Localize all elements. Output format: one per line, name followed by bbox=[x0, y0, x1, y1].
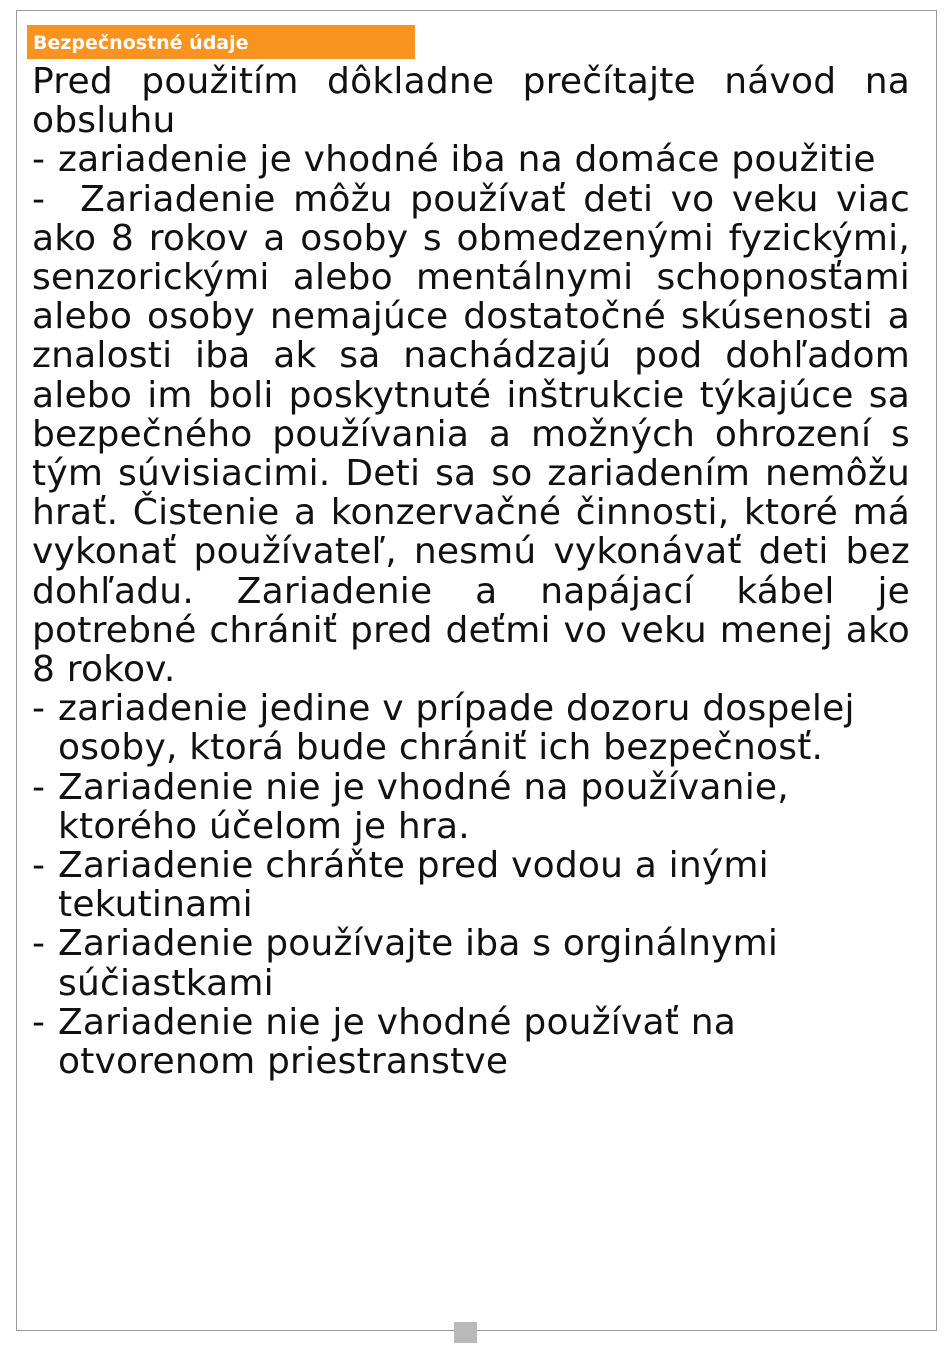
list-item-text: zariadenie jedine v prípade dozoru dospelej osoby, ktorá bude chrániť ich bezpečnosť. bbox=[58, 688, 855, 769]
list-item bbox=[32, 846, 910, 924]
children-paragraph bbox=[32, 180, 910, 690]
list-item bbox=[32, 1003, 910, 1081]
list-item-text: Zariadenie používajte iba s orginálnymi súčiastkami bbox=[58, 923, 779, 1004]
bullet-dash: - bbox=[32, 139, 46, 181]
list-item-text: zariadenie je vhodné iba na domáce použitie bbox=[58, 139, 876, 181]
paragraph-text: Zariadenie môžu používať deti vo veku viac ako 8 rokov a osoby s obmedzenými fyzickými, senzorickými alebo mentálnymi schopnosťami alebo osoby nemajúce dostatočné skúsenosti a znalosti iba ak sa nachádzajú pod dohľadom alebo im boli poskytnuté inštrukcie týkajúce sa bezpečného používania a možných ohrození s tým súvisiacimi. Deti sa so zariadením nemôžu hrať. Čistenie a konzervačné činnosti, ktoré má vykonať používateľ, nesmú vykonávať deti bez dohľadu. Zariadenie a napájací kábel je potrebné chrániť pred deťmi vo veku menej ako 8 rokov. bbox=[32, 178, 910, 691]
section-header bbox=[27, 25, 415, 59]
list-item-text: Zariadenie nie je vhodné na používanie, ktorého účelom je hra. bbox=[58, 766, 789, 847]
paragraph-dash: - bbox=[32, 178, 46, 220]
safety-text bbox=[32, 62, 910, 1081]
list-item bbox=[32, 768, 910, 846]
list-item bbox=[32, 140, 910, 179]
bullet-dash: - bbox=[32, 688, 46, 730]
list-item-text: Zariadenie chráňte pred vodou a inými tekutinami bbox=[58, 845, 769, 926]
intro-paragraph: Pred použitím dôkladne prečítajte návod na obsluhu bbox=[32, 61, 910, 142]
bullet-dash: - bbox=[32, 766, 46, 808]
list-item bbox=[32, 689, 910, 767]
section-header-title: Bezpečnostné údaje bbox=[33, 32, 249, 54]
list-item-text: Zariadenie nie je vhodné používať na otvorenom priestranstve bbox=[58, 1001, 736, 1083]
bullet-dash: - bbox=[32, 923, 46, 965]
list-item bbox=[32, 924, 910, 1002]
bullet-dash: - bbox=[32, 845, 46, 887]
bullet-dash: - bbox=[32, 1001, 46, 1043]
page-marker bbox=[454, 1322, 477, 1343]
